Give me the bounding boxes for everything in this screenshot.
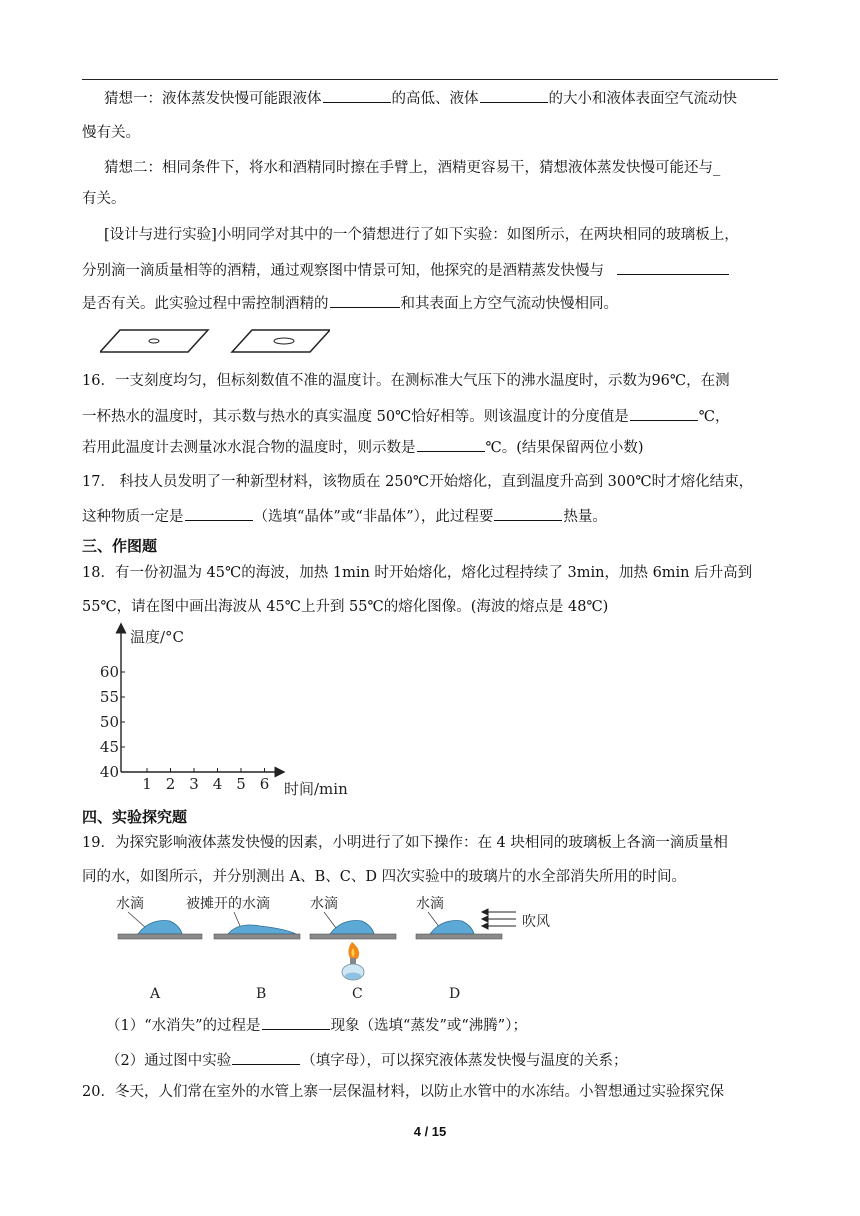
water-evaporation-figure [110, 888, 580, 1004]
q16-line-2 [82, 406, 782, 427]
text: 和其表面上方空气流动快慢相同。 [400, 296, 618, 312]
text: （1）“水消失”的过程是 [106, 1018, 261, 1034]
text: （选填“晶体”或“非晶体”），此过程要 [253, 509, 494, 525]
spread-drop-b [228, 925, 296, 934]
section-four-title: 四、实验探究题 [82, 808, 188, 826]
y-tick-label: 50 [99, 713, 119, 731]
water-drop-c [330, 921, 374, 934]
answer-blank[interactable] [417, 437, 485, 452]
q19-line-1: 19．为探究影响液体蒸发快慢的因素，小明进行了如下操作：在 4 块相同的玻璃板上各滴一滴质量相 [82, 835, 728, 851]
answer-blank[interactable] [630, 406, 698, 421]
guess-two-line-2: 有关。 [82, 191, 126, 207]
glass-plate-d [416, 934, 502, 939]
q16-line-1: 16．一支刻度均匀，但标刻数值不准的温度计。在测标准大气压下的沸水温度时，示数为96℃，在测 [82, 373, 730, 389]
page-number: 4 / 15 [413, 1124, 447, 1139]
small-drop [149, 339, 159, 343]
q18-line-2: 55℃，请在图中画出海波从 45℃上升到 55℃的熔化图像。(海波的熔点是 48℃) [82, 599, 609, 615]
q16-line-3 [82, 437, 782, 458]
x-tick-label: 2 [165, 775, 176, 793]
spread-drop [274, 338, 294, 344]
q17-line-1: 17． 科技人员发明了一种新型材料，该物质在 250℃开始熔化，直到温度升高到 300℃时才熔化结束， [82, 474, 754, 490]
answer-blank[interactable] [617, 260, 729, 275]
x-tick-label: 6 [259, 775, 270, 793]
y-axis-label: 温度/°C [130, 628, 185, 646]
water-drop-d [430, 921, 474, 934]
text: （2）通过图中实验 [106, 1053, 232, 1069]
header-rule [82, 79, 778, 80]
glass-plate-c [310, 934, 396, 939]
q19-line-2: 同的水，如图所示，并分别测出 A、B、C、D 四次实验中的玻璃片的水全部消失所用的时间。 [82, 869, 687, 885]
wind-arrows-icon [482, 909, 516, 929]
wind-label: 吹风 [522, 914, 550, 930]
answer-blank[interactable] [330, 293, 400, 308]
water-drop-label-c: 水滴 [310, 896, 338, 912]
melting-chart[interactable] [96, 622, 366, 802]
y-tick-label: 55 [99, 688, 119, 706]
section-three-title: 三、作图题 [82, 537, 158, 555]
experiment-line-1: [设计与进行实验]小明同学对其中的一个猜想进行了如下实验：如图所示，在两块相同的玻璃板上， [104, 227, 739, 243]
text: 分别滴一滴质量相等的酒精，通过观察图中情景可知，他探究的是酒精蒸发快慢与 [82, 263, 604, 279]
q20-line-1: 20．冬天，人们常在室外的水管上寨一层保温材料，以防止水管中的水冻结。小智想通过实验探究保 [82, 1084, 724, 1100]
y-tick-label: 40 [99, 763, 119, 781]
glass-plate-a [118, 934, 202, 939]
label-d: D [449, 986, 461, 1002]
answer-blank[interactable] [185, 506, 253, 521]
q18-line-1: 18．有一份初温为 45℃的海波，加热 1min 时开始熔化，熔化过程持续了 3min，加热 6min 后升高到 [82, 565, 753, 581]
experiment-line-3 [82, 293, 782, 314]
text: 若用此温度计去测量冰水混合物的温度时，则示数是 [82, 440, 416, 456]
x-tick-label: 1 [142, 775, 152, 793]
answer-blank[interactable] [480, 88, 548, 103]
alcohol-plates-figure [100, 328, 330, 356]
q19-sub-2 [106, 1050, 806, 1071]
text: 热量。 [563, 509, 607, 525]
water-drop-label-d: 水滴 [416, 896, 444, 912]
text: ℃， [698, 409, 730, 425]
x-tick-label: 4 [212, 775, 223, 793]
text: ℃。(结果保留两位小数) [485, 440, 644, 456]
x-axis-label: 时间/min [284, 780, 348, 798]
water-drop-label-a: 水滴 [116, 896, 144, 912]
answer-blank[interactable] [323, 88, 391, 103]
glass-plate-b [214, 934, 300, 939]
text: 一杯热水的温度时，其示数与热水的真实温度 50℃恰好相等。则该温度计的分度值是 [82, 409, 629, 425]
guess-two-line: 猜想二：相同条件下，将水和酒精同时擦在手臂上，酒精更容易干，猜想液体蒸发快慢可能还与_ [104, 160, 721, 176]
spread-drop-label-b: 被摊开的水滴 [186, 896, 270, 912]
label-c: C [352, 986, 363, 1002]
answer-blank[interactable] [232, 1050, 300, 1065]
x-tick-label: 3 [189, 775, 199, 793]
label-a: A [150, 986, 161, 1002]
answer-blank[interactable] [494, 506, 562, 521]
text: 这种物质一定是 [82, 509, 184, 525]
label-b: B [256, 986, 267, 1002]
alcohol-lamp-icon [342, 942, 364, 980]
q19-sub-1 [106, 1015, 806, 1036]
text: 是否有关。此实验过程中需控制酒精的 [82, 296, 329, 312]
text: （填字母），可以探究液体蒸发快慢与温度的关系； [301, 1053, 628, 1069]
guess-one-line [104, 88, 804, 109]
text: 的大小和液体表面空气流动快 [548, 91, 737, 107]
y-tick-label: 60 [99, 663, 119, 681]
glass-plate-2 [232, 330, 330, 352]
glass-plate-1 [100, 330, 208, 352]
water-drop-a [138, 921, 182, 934]
text: 现象（选填“蒸发”或“沸腾”）； [330, 1018, 527, 1034]
x-tick-label: 5 [236, 775, 246, 793]
q17-line-2 [82, 506, 782, 527]
y-tick-label: 45 [99, 738, 119, 756]
text: 猜想一：液体蒸发快慢可能跟液体 [104, 91, 322, 107]
experiment-line-2 [82, 260, 782, 281]
text: 的高低、液体 [391, 91, 479, 107]
guess-one-line-2: 慢有关。 [82, 125, 140, 141]
answer-blank[interactable] [262, 1015, 330, 1030]
